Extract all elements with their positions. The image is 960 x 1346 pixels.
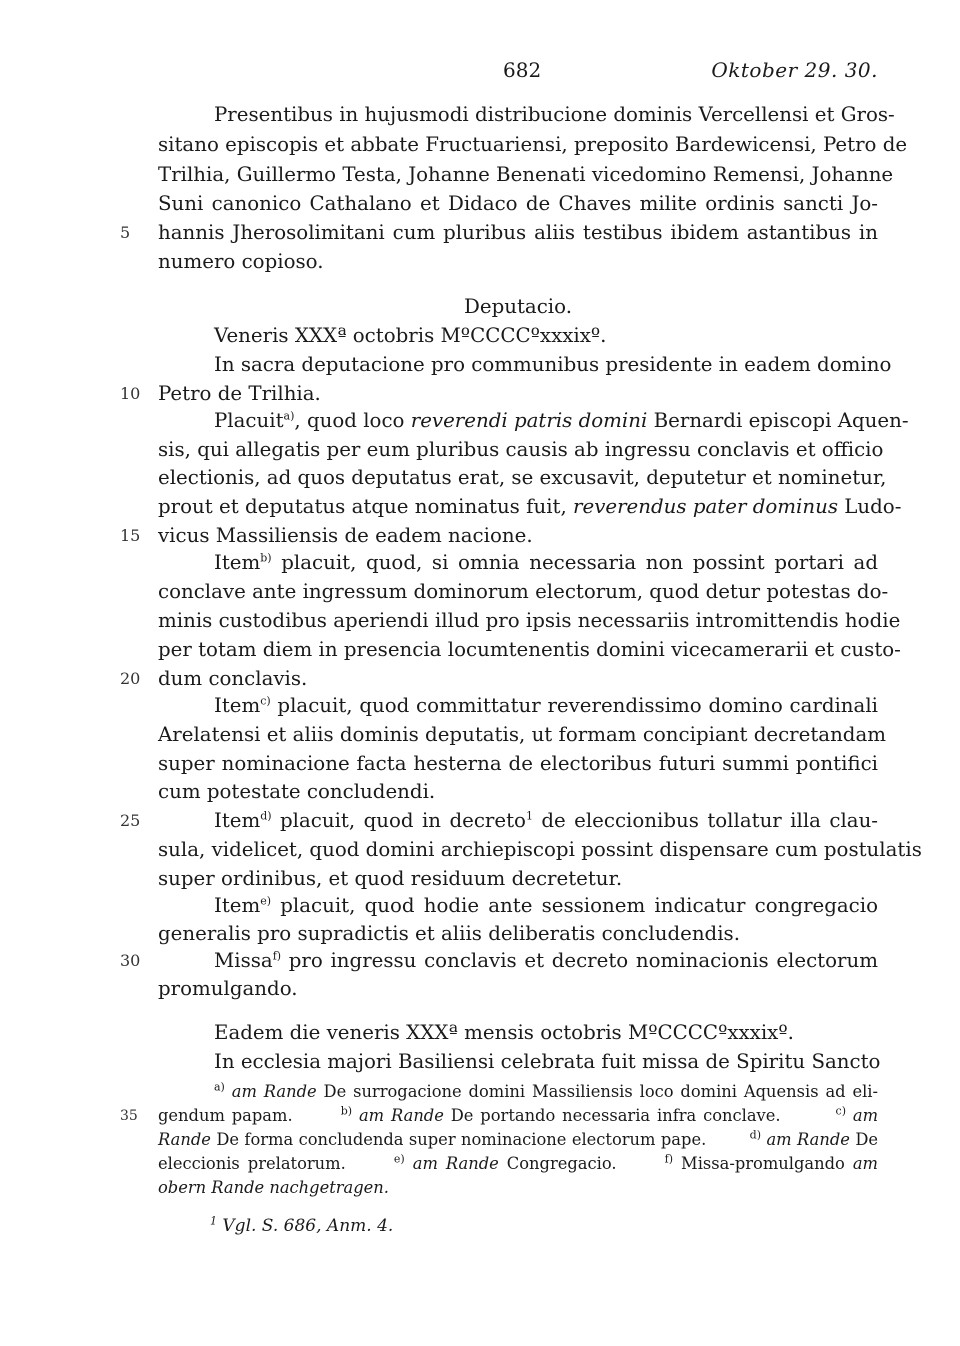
text-line-23: super nominacione facta hesterna de electoribus futuri summi pontifici xyxy=(158,752,878,775)
text-span: gendum papam. xyxy=(158,1106,293,1125)
text-line-30 xyxy=(158,946,878,975)
italic-span: am xyxy=(852,1106,879,1125)
reference-label: 1 xyxy=(210,1214,217,1228)
text-line-19: per totam diem in presencia locumtenentis domini vicecamerarii et custo- xyxy=(158,638,901,661)
footnote-marker-a: a) xyxy=(283,409,295,423)
text-line-18: minis custodibus aperiendi illud pro ipsis necessariis intromittendis hodie xyxy=(158,609,901,632)
line-number-30: 30 xyxy=(120,951,141,970)
text-span: placuit, quod committatur reverendissimo domino cardinali xyxy=(270,694,878,717)
text-span: Ludo- xyxy=(837,495,902,518)
reference-marker-1: 1 xyxy=(525,809,533,823)
text-span: De forma concludenda super nominacione electorum pape. xyxy=(210,1130,707,1149)
italic-span: am Rande xyxy=(358,1106,444,1125)
footnote-line-1 xyxy=(158,1080,878,1104)
text-span: Item xyxy=(214,694,261,717)
italic-span: am Rande xyxy=(412,1154,499,1173)
text-span: placuit, quod in decreto xyxy=(271,809,526,832)
text-line-24: cum potestate concludendi. xyxy=(158,780,436,803)
text-line-26: sula, videlicet, quod domini archiepiscopi possint dispensare cum postulatis xyxy=(158,838,922,861)
text-line-9: In sacra deputacione pro communibus presidente in eadem domino xyxy=(214,353,892,376)
footnote-label: a) xyxy=(214,1080,225,1094)
text-span: prout et deputatus atque nominatus fuit, xyxy=(158,495,574,518)
italic-span: am Rande xyxy=(766,1130,850,1149)
italic-span: reverendus pater dominus xyxy=(573,495,838,518)
text-line-21 xyxy=(158,691,878,720)
text-span: Bernardi episcopi Aquen- xyxy=(647,409,909,432)
line-number-20: 20 xyxy=(120,669,141,688)
reference-text: Vgl. S. 686, Anm. 4. xyxy=(222,1216,394,1236)
date-line-veneris: Veneris XXXª octobris MºCCCCºxxxixº. xyxy=(214,324,607,347)
text-span: Missa-promulgando xyxy=(673,1154,853,1173)
footnote-line-4 xyxy=(158,1152,878,1176)
italic-span: Rande xyxy=(158,1130,211,1149)
line-number-10: 10 xyxy=(120,384,141,403)
footnote-marker-e: e) xyxy=(260,894,272,908)
text-span: De xyxy=(849,1130,879,1149)
text-span: pro ingressu conclavis et decreto nominacionis electorum xyxy=(281,949,878,972)
text-line-20: dum conclavis. xyxy=(158,667,308,690)
text-line-6: numero copioso. xyxy=(158,250,324,273)
italic-span: obern Rande nachgetragen. xyxy=(158,1178,389,1197)
text-line-27: super ordinibus, et quod residuum decretetur. xyxy=(158,867,623,890)
footnote-label: b) xyxy=(340,1104,353,1118)
text-span: Missa xyxy=(214,949,273,972)
line-number-25: 25 xyxy=(120,811,141,830)
text-span: Placuit xyxy=(214,409,284,432)
text-line-10: Petro de Trilhia. xyxy=(158,382,321,405)
text-span: Item xyxy=(214,551,261,574)
italic-span: reverendi patris domini xyxy=(410,409,648,432)
text-line-31: promulgando. xyxy=(158,977,298,1000)
text-span: de eleccionibus tollatur illa clau- xyxy=(532,809,878,832)
footnote-marker-d: d) xyxy=(260,809,272,823)
text-line-4: Suni canonico Cathalano et Didaco de Chaves milite ordinis sancti Jo- xyxy=(158,192,878,215)
page-header xyxy=(158,50,878,90)
text-line-11 xyxy=(158,406,909,435)
text-line-2: sitano episcopis et abbate Fructuariensi, preposito Bardewicensi, Petro de xyxy=(158,133,908,156)
footnote-label: e) xyxy=(393,1152,405,1166)
text-span: eleccionis prelatorum. xyxy=(158,1154,346,1173)
footnote-marker-b: b) xyxy=(260,551,272,565)
text-line-13: electionis, ad quos deputatus erat, se excusavit, deputetur et nominetur, xyxy=(158,466,887,489)
text-span: Item xyxy=(214,894,261,917)
text-span: De surrogacione domini Massiliensis loco domini Aquensis ad eli- xyxy=(316,1082,879,1101)
footnote-line-5 xyxy=(158,1176,878,1200)
text-line-33: In ecclesia majori Basiliensi celebrata fuit missa de Spiritu Sancto xyxy=(214,1050,881,1073)
text-line-14 xyxy=(158,492,902,521)
footnote-label: c) xyxy=(835,1104,846,1118)
section-heading-deputacio: Deputacio. xyxy=(464,295,572,318)
text-line-25 xyxy=(158,806,878,835)
text-span: , quod loco xyxy=(294,409,411,432)
reference-note xyxy=(210,1214,393,1238)
text-span: placuit, quod hodie ante sessionem indicatur congregacio xyxy=(271,894,878,917)
text-span: De portando necessaria infra conclave. xyxy=(443,1106,781,1125)
text-line-17: conclave ante ingressum dominorum electorum, quod detur potestas do- xyxy=(158,580,889,603)
text-line-12: sis, qui allegatis per eum pluribus causis ab ingressu conclavis et officio xyxy=(158,438,884,461)
footnote-label: f) xyxy=(664,1152,674,1166)
line-number-5: 5 xyxy=(120,223,131,242)
running-head-date: Oktober 29. 30. xyxy=(711,58,878,82)
text-line-32: Eadem die veneris XXXª mensis octobris MºCCCCºxxxixº. xyxy=(214,1021,794,1044)
text-span: Congregacio. xyxy=(498,1154,617,1173)
text-line-5: hannis Jherosolimitani cum pluribus aliis testibus ibidem astantibus in xyxy=(158,221,878,244)
footnote-marker-c: c) xyxy=(260,694,271,708)
italic-span: am Rande xyxy=(231,1082,317,1101)
text-span: Item xyxy=(214,809,261,832)
page-number: 682 xyxy=(503,58,542,82)
text-line-15: vicus Massiliensis de eadem nacione. xyxy=(158,524,533,547)
footnote-label: d) xyxy=(749,1128,761,1142)
footnote-marker-f: f) xyxy=(272,949,282,963)
line-number-35: 35 xyxy=(120,1108,138,1124)
text-line-1: Presentibus in hujusmodi distribucione dominis Vercellensi et Gros- xyxy=(214,103,895,126)
italic-span: am xyxy=(852,1154,878,1173)
text-line-28 xyxy=(158,891,878,920)
text-line-22: Arelatensi et aliis dominis deputatis, ut formam concipiant decretandam xyxy=(158,723,887,746)
line-number-15: 15 xyxy=(120,526,141,545)
footnote-line-3 xyxy=(158,1128,878,1152)
text-line-3: Trilhia, Guillermo Testa, Johanne Benenati vicedomino Remensi, Johanne xyxy=(158,163,894,186)
footnote-line-2 xyxy=(158,1104,878,1128)
text-line-16 xyxy=(158,548,878,577)
text-line-29: generalis pro supradictis et aliis deliberatis concludendis. xyxy=(158,922,740,945)
text-span: placuit, quod, si omnia necessaria non possint portari ad xyxy=(271,551,878,574)
